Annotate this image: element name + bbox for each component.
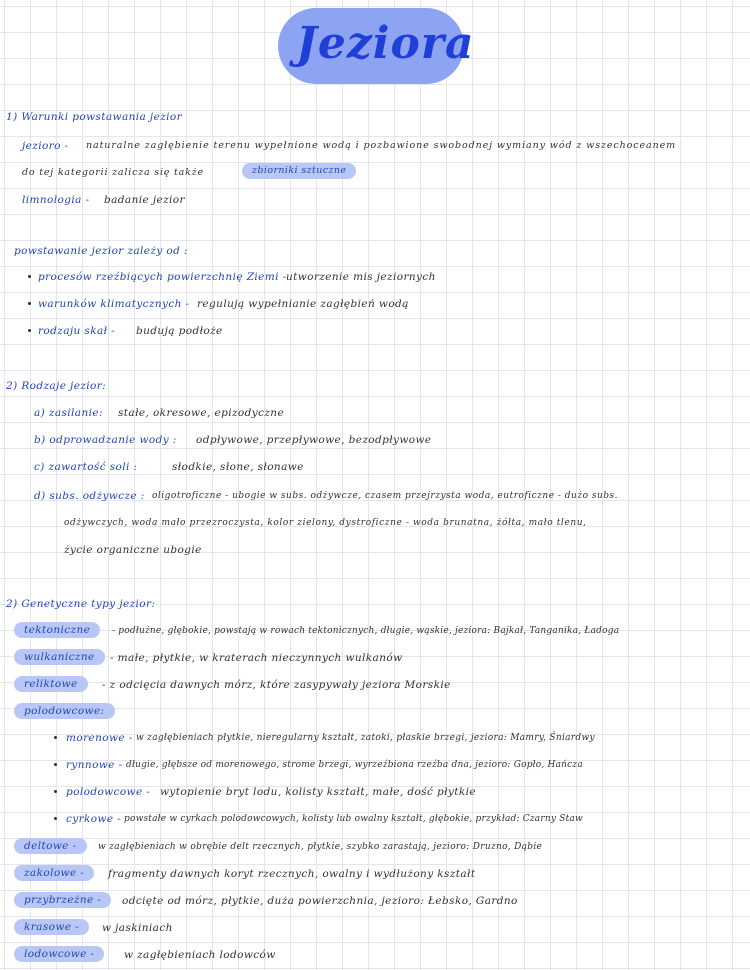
- factor-text: utworzenie mis jeziornych: [286, 271, 436, 283]
- type-text: słodkie, słone, słonawe: [172, 461, 304, 473]
- type-term: b) odprowadzanie wody :: [34, 434, 177, 446]
- genetic-type-term: zakolowe -: [14, 865, 94, 881]
- genetic-type-text: fragmenty dawnych koryt rzecznych, owalny i wydłużony kształt: [108, 868, 476, 880]
- genetic-type-term: wulkaniczne: [14, 649, 105, 665]
- limnology-term: limnologia -: [22, 194, 90, 206]
- type-text: stałe, okresowe, epizodyczne: [118, 407, 285, 419]
- type-term: a) zasilanie:: [34, 407, 103, 419]
- genetic-type-term: tektoniczne: [14, 622, 100, 638]
- factor-text: budują podłoże: [136, 325, 223, 337]
- glacial-type-text: w zagłębieniach płytkie, nieregularny kształt, zatoki, płaskie brzegi, jeziora: Mamry, Śniardwy: [136, 733, 595, 743]
- bullet: [54, 817, 57, 820]
- genetic-type-term: polodowcowe:: [14, 703, 115, 719]
- genetic-type-term: lodowcowe -: [14, 946, 104, 962]
- factor-term: warunków klimatycznych -: [38, 298, 190, 310]
- page-title: Jeziora: [296, 18, 475, 69]
- genetic-type-term: krasowe -: [14, 919, 89, 935]
- factor-term: rodzaju skał -: [38, 325, 116, 337]
- section-2-heading: 2) Rodzaje jezior:: [6, 380, 107, 392]
- genetic-type-text: - z odcięcia dawnych mórz, które zasypywały jeziora Morskie: [102, 679, 451, 691]
- type-term: d) subs. odżywcze :: [34, 490, 145, 502]
- limnology-text: badanie jezior: [104, 194, 185, 206]
- bullet: [28, 275, 31, 278]
- section-1-heading: 1) Warunki powstawania jezior: [6, 111, 183, 123]
- glacial-type-term: morenowe -: [66, 732, 133, 744]
- glacial-type-text: powstałe w cyrkach polodowcowych, kolisty lub owalny kształt, głębokie, przykład: Czarny Staw: [124, 814, 583, 824]
- genetic-type-term: przybrzeżne -: [14, 892, 111, 908]
- factor-term: procesów rzeźbiących powierzchnię Ziemi -: [38, 271, 287, 283]
- glacial-type-term: rynnowe -: [66, 759, 123, 771]
- genetic-type-text: - małe, płytkie, w kraterach nieczynnych wulkanów: [110, 652, 403, 664]
- genetic-type-text: - podłużne, głębokie, powstają w rowach tektonicznych, długie, wąskie, jeziora: Bajkał, Tanganika, Ładoga: [112, 626, 620, 636]
- glacial-type-term: polodowcowe -: [66, 786, 151, 798]
- factor-text: regulują wypełnianie zagłębień wodą: [197, 298, 409, 310]
- highlight-artificial-reservoirs: zbiorniki sztuczne: [242, 163, 356, 179]
- genetic-type-text: odcięte od mórz, płytkie, duża powierzchnia, jezioro: Łebsko, Gardno: [122, 895, 518, 907]
- genetic-type-term: reliktowe: [14, 676, 88, 692]
- bullet: [28, 329, 31, 332]
- genetic-type-term: deltowe -: [14, 838, 87, 854]
- genetic-type-text: w zagłębieniach lodowców: [124, 949, 276, 961]
- definition-text-continued: do tej kategorii zalicza się także: [22, 167, 204, 178]
- genetic-type-text: w zagłębieniach w obrębie delt rzecznych, płytkie, szybko zarastają, jezioro: Druzno, Dąbie: [98, 842, 543, 852]
- definition-term: jezioro -: [22, 140, 69, 152]
- type-text: odpływowe, przepływowe, bezodpływowe: [196, 434, 432, 446]
- type-text: oligotroficzne - ubogie w subs. odżywcze, czasem przejrzysta woda, eutroficzne - dużo subs.: [152, 491, 619, 501]
- type-text-continued: odżywczych, woda mało przezroczysta, kolor zielony, dystroficzne - woda brunatna, żółta, mało tlenu,: [64, 518, 587, 528]
- glacial-type-text: wytopienie bryt lodu, kolisty kształt, małe, dość płytkie: [160, 786, 477, 798]
- glacial-type-term: cyrkowe -: [66, 813, 122, 825]
- bullet: [54, 763, 57, 766]
- definition-text: naturalne zagłębienie terenu wypełnione wodą i pozbawione swobodnej wymiany wód z wszechoceanem: [86, 140, 677, 151]
- type-text-continued: życie organiczne ubogie: [64, 544, 202, 556]
- bullet: [28, 302, 31, 305]
- bullet: [54, 736, 57, 739]
- factors-heading: powstawanie jezior zależy od :: [14, 245, 188, 257]
- genetic-type-text: w jaskiniach: [102, 922, 173, 934]
- bullet: [54, 790, 57, 793]
- glacial-type-text: długie, głębsze od morenowego, strome brzegi, wyrzeźbiona rzeźba dna, jezioro: Gopło, Hańcza: [126, 760, 583, 770]
- section-3-heading: 2) Genetyczne typy jezior:: [6, 598, 156, 610]
- type-term: c) zawartość soli :: [34, 461, 138, 473]
